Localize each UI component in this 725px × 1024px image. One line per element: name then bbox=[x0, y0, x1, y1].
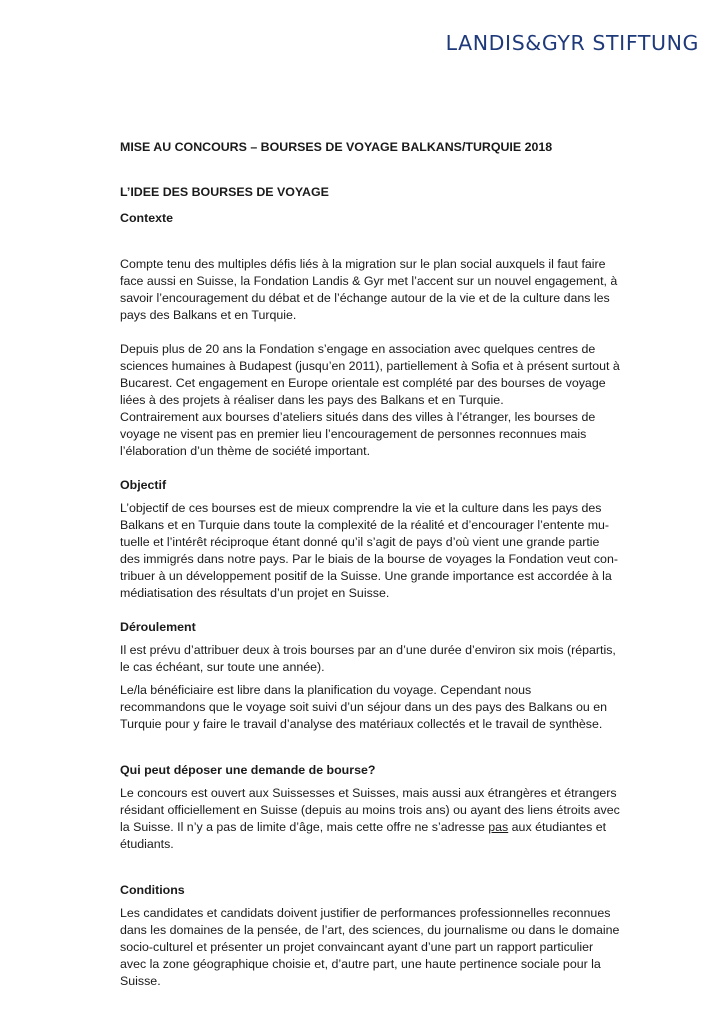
heading-qui: Qui peut déposer une demande de bourse? bbox=[120, 763, 376, 777]
conditions-paragraph: Les candidates et candidats doivent justifier de performances professionnelles reconnues dans les domaines de la pensée, de l’art, des sciences, du journalisme ou dans le domaine socio-culturel et présenter un projet convaincant ayant d’une part un rapport particulier avec la zone géographique choisie et, d’autre part, une haute pertinence sociale pour la Suisse. bbox=[120, 906, 620, 988]
heading-contexte: Contexte bbox=[120, 211, 174, 225]
deroulement-paragraph-1: Il est prévu d’attribuer deux à trois bourses par an d’une durée d’environ six mois (répartis, le cas échéant, sur toute une année). bbox=[120, 643, 616, 674]
deroulement-paragraph-2: Le/la bénéficiaire est libre dans la planification du voyage. Cependant nous recommandons que le voyage soit suivi d’un séjour dans un des pays des Balkans ou en Turquie pour y faire le travail d’analyse des matériaux collectés et le travail de synthèse. bbox=[120, 683, 607, 731]
objectif-paragraph: L’objectif de ces bourses est de mieux comprendre la vie et la culture dans les pays des Balkans et en Turquie dans toute la complexité de la réalité et d’encourager l’entente mutuelle et l’intérêt réciproque étant donné qu’il s’agit de pays d’où vient une grande partie des immigrés dans notre pays. Par le biais de la bourse de voyages la Fondation veut contribuer à un développement positif de la Suisse. Une grande importance est accordée à la médiatisation des résultats d’un projet en Suisse. bbox=[120, 501, 618, 600]
contexte-paragraph-3: Contrairement aux bourses d’ateliers situés dans des villes à l’étranger, les bourses de voyage ne visent pas en premier lieu l’encouragement de personnes reconnues mais l’élaboration d’un thème de société important. bbox=[120, 410, 596, 458]
qui-paragraph bbox=[120, 785, 620, 853]
contexte-paragraph-1: Compte tenu des multiples défis liés à la migration sur le plan social auxquels il faut faire face aussi en Suisse, la Fondation Landis & Gyr met l’accent sur un nouvel engagement, à savoir l’encouragement du débat et de l’échange autour de la vie et de la culture dans les pays des Balkans et en Turquie. bbox=[120, 257, 618, 322]
qui-underlined-word: pas bbox=[488, 820, 509, 834]
section-heading-idea: L’IDEE DES BOURSES DE VOYAGE bbox=[120, 185, 329, 199]
foundation-logo: LANDIS&GYR STIFTUNG bbox=[445, 31, 699, 55]
qui-text-before: Le concours est ouvert aux Suissesses et Suisses, mais aussi aux étrangères et étrangers résidant officiellement en Suisse (depuis au moins trois ans) ou ayant des liens étroits avec la Suisse. Il n’y a pas de limite d’âge, mais cette offre ne s’adresse bbox=[120, 786, 620, 834]
heading-objectif: Objectif bbox=[120, 478, 167, 492]
heading-deroulement: Déroulement bbox=[120, 620, 196, 634]
contexte-paragraph-2: Depuis plus de 20 ans la Fondation s’engage en association avec quelques centres de sciences humaines à Budapest (jusqu’en 2011), partiellement à Sofia et à présent surtout à Bucarest. Cet engagement en Europe orientale est complété par des bourses de voyage liées à des projets à réaliser dans les pays des Balkans et en Turquie. bbox=[120, 342, 620, 407]
document-body bbox=[120, 139, 620, 990]
qui-text-after: aux étudiantes et étudiants. bbox=[120, 820, 607, 851]
heading-conditions: Conditions bbox=[120, 883, 185, 897]
document-title: MISE AU CONCOURS – BOURSES DE VOYAGE BALKANS/TURQUIE 2018 bbox=[120, 140, 553, 154]
